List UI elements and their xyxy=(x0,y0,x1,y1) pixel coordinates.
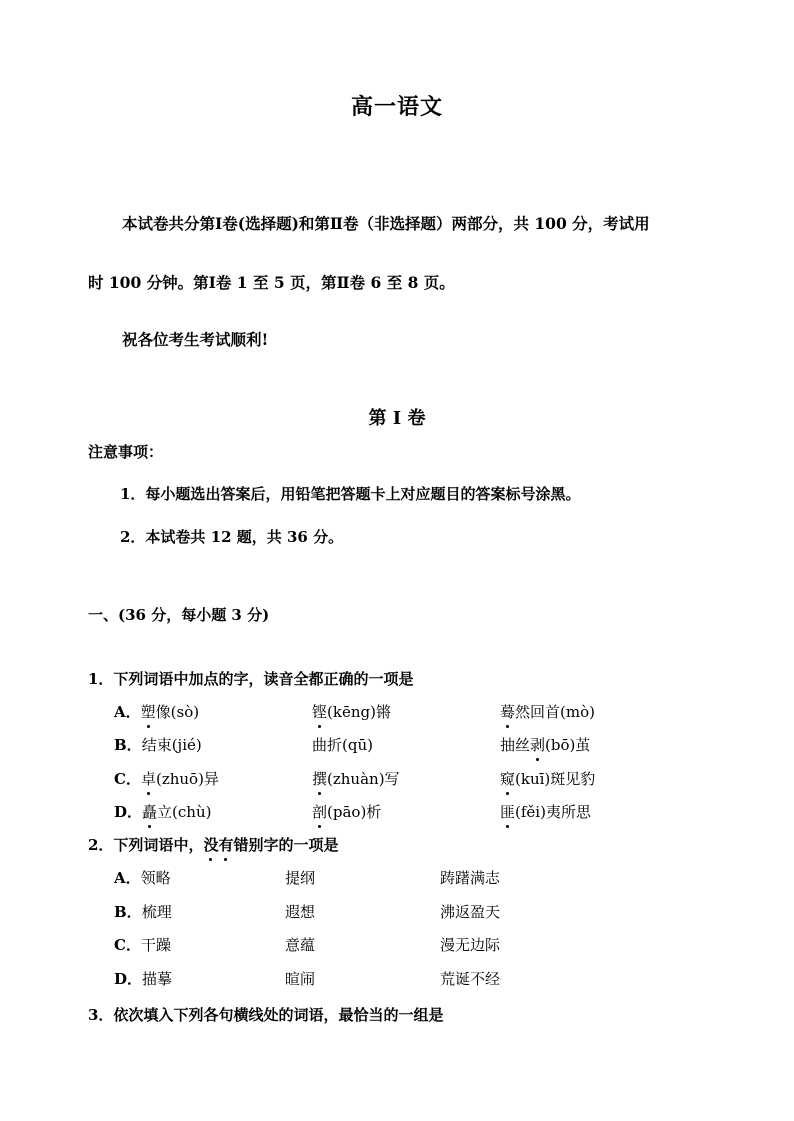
notice-1: 1．每小题选出答案后，用铅笔把答题卡上对应题目的答案标号涂黑。 xyxy=(120,485,581,503)
option-col: 剖(pāo)析 xyxy=(312,803,382,821)
option-label: A．塑像(sò) xyxy=(114,703,200,721)
option-label: C．卓(zhuō)异 xyxy=(114,770,219,788)
option-col: 漫无边际 xyxy=(440,936,501,954)
part-heading: 一、(36 分，每小题 3 分) xyxy=(88,606,270,624)
option-col: 铿(kēng)锵 xyxy=(312,703,391,721)
intro-line-1: 本试卷共分第Ⅰ卷(选择题)和第Ⅱ卷（非选择题）两部分，共 100 分，考试用 xyxy=(122,214,650,233)
option-label: D．描摹 xyxy=(114,970,173,988)
option-col: 踌躇满志 xyxy=(440,869,501,887)
question-3-stem: 3．依次填入下列各句横线处的词语，最恰当的一组是 xyxy=(88,1006,444,1024)
option-label: A．领略 xyxy=(114,869,171,887)
option-col: 匪(fěi)夷所思 xyxy=(500,803,591,821)
dotted-word: 没有 xyxy=(203,836,234,854)
question-1-stem: 1．下列词语中加点的字，读音全都正确的一项是 xyxy=(88,670,414,688)
intro-line-2: 时 100 分钟。第Ⅰ卷 1 至 5 页，第Ⅱ卷 6 至 8 页。 xyxy=(88,273,455,292)
option-label: B．结束(jié) xyxy=(114,736,202,754)
option-col: 荒诞不经 xyxy=(440,970,501,988)
option-col: 提纲 xyxy=(285,869,316,887)
wish-text: 祝各位考生考试顺利! xyxy=(122,330,269,349)
option-col: 抽丝剥(bō)茧 xyxy=(500,736,591,754)
option-col: 意蕴 xyxy=(285,936,316,954)
section-title: 第 Ⅰ 卷 xyxy=(368,408,426,429)
notice-2: 2．本试卷共 12 题，共 36 分。 xyxy=(120,528,344,546)
option-col: 撰(zhuàn)写 xyxy=(312,770,400,788)
notice-label: 注意事项： xyxy=(88,443,164,461)
option-col: 窥(kuī)斑见豹 xyxy=(500,770,596,788)
option-col: 曲折(qū) xyxy=(312,736,373,754)
option-col: 蓦然回首(mò) xyxy=(500,703,595,721)
question-2-stem: 2．下列词语中，没有错别字的一项是 xyxy=(88,836,339,854)
option-label: B．梳理 xyxy=(114,903,172,921)
option-label: D．矗立(chù) xyxy=(114,803,212,821)
option-col: 沸返盈天 xyxy=(440,903,501,921)
option-col: 暄闹 xyxy=(285,970,316,988)
option-col: 遐想 xyxy=(285,903,316,921)
page-title: 高一语文 xyxy=(350,95,443,120)
option-label: C．干躁 xyxy=(114,936,171,954)
